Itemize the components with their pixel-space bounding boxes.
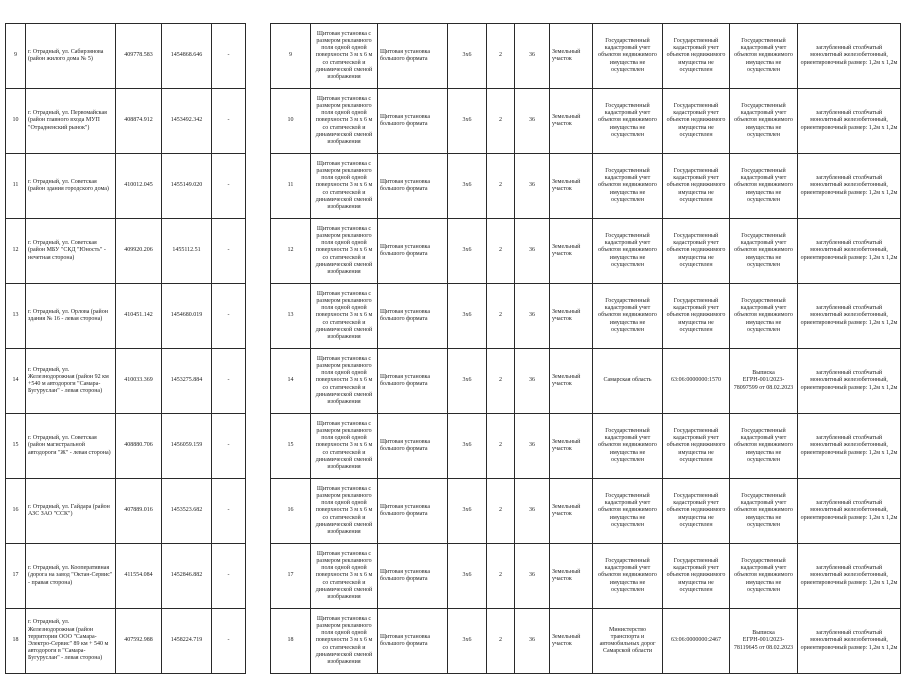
owner-cell: Государственный кадастровый учет объектов недвижимого имущества не осуществлен <box>593 154 663 219</box>
size-cell: 3х6 <box>448 89 487 154</box>
description-cell: Щитовая установка с размером рекламного поля одной одной поверхности 3 м х 6 м со статической и динамической сменой изображения <box>311 544 378 609</box>
row-number: 16 <box>271 479 311 544</box>
table-row <box>271 349 901 414</box>
type-cell: Щитовая установка большого формата <box>378 24 448 89</box>
table-row <box>271 154 901 219</box>
dash-cell: - <box>212 479 246 544</box>
coord-x-cell: 410033.369 <box>116 349 162 414</box>
row-number: 9 <box>6 24 26 89</box>
coord-y-cell: 1454680.019 <box>162 284 212 349</box>
type-cell: Щитовая установка большого формата <box>378 219 448 284</box>
address-cell: г. Отрадный, ул. Железнодорожная (район 92 км +540 м автодороги "Самара-Бугуруслан" - левая сторона) <box>26 349 116 414</box>
owner-cell: Государственный кадастровый учет объектов недвижимого имущества не осуществлен <box>593 414 663 479</box>
owner-cell: Государственный кадастровый учет объектов недвижимого имущества не осуществлен <box>593 479 663 544</box>
table-row <box>6 544 246 609</box>
description-cell: Щитовая установка с размером рекламного поля одной одной поверхности 3 м х 6 м со статической и динамической сменой изображения <box>311 89 378 154</box>
foundation-cell: заглубленный столбчатый монолитный железобетонный, ориентировочный размер: 1,2м х 1,2м <box>798 89 901 154</box>
area-cell: 36 <box>515 544 550 609</box>
row-number: 15 <box>271 414 311 479</box>
sides-cell: 2 <box>487 284 515 349</box>
foundation-cell: заглубленный столбчатый монолитный железобетонный, ориентировочный размер: 1,2м х 1,2м <box>798 609 901 674</box>
sides-cell: 2 <box>487 24 515 89</box>
cadastral-cell: Государственный кадастровый учет объектов недвижимого имущества не осуществлен <box>663 479 730 544</box>
left-table <box>5 23 246 674</box>
coord-y-cell: 1458224.719 <box>162 609 212 674</box>
land-cell: Земельный участок <box>550 284 593 349</box>
area-cell: 36 <box>515 219 550 284</box>
size-cell: 3х6 <box>448 154 487 219</box>
row-number: 10 <box>271 89 311 154</box>
table-row <box>6 479 246 544</box>
size-cell: 3х6 <box>448 479 487 544</box>
dash-cell: - <box>212 284 246 349</box>
address-cell: г. Отрадный, ул. Кооперативная (дорога на завод "Октан-Сервис" - правая сторона) <box>26 544 116 609</box>
dash-cell: - <box>212 154 246 219</box>
type-cell: Щитовая установка большого формата <box>378 154 448 219</box>
type-cell: Щитовая установка большого формата <box>378 609 448 674</box>
land-cell: Земельный участок <box>550 219 593 284</box>
land-cell: Земельный участок <box>550 89 593 154</box>
size-cell: 3х6 <box>448 24 487 89</box>
left-table-body <box>6 24 246 674</box>
row-number: 11 <box>6 154 26 219</box>
table-row <box>271 89 901 154</box>
owner-cell: Государственный кадастровый учет объектов недвижимого имущества не осуществлен <box>593 219 663 284</box>
right-table-body <box>271 24 901 674</box>
coord-x-cell: 407889.016 <box>116 479 162 544</box>
land-cell: Земельный участок <box>550 544 593 609</box>
row-number: 16 <box>6 479 26 544</box>
area-cell: 36 <box>515 24 550 89</box>
address-cell: г. Отрадный, ул. Железнодорожная (район территории ООО "Самара-Электро-Сервис" 89 км + 540 м автодороги в "Самара-Бугуруслан" - левая сторона) <box>26 609 116 674</box>
rights-cell: Государственный кадастровый учет объектов недвижимого имущества не осуществлен <box>730 544 798 609</box>
dash-cell: - <box>212 349 246 414</box>
coord-x-cell: 408880.706 <box>116 414 162 479</box>
coord-y-cell: 1455149.020 <box>162 154 212 219</box>
cadastral-cell: Государственный кадастровый учет объектов недвижимого имущества не осуществлен <box>663 544 730 609</box>
area-cell: 36 <box>515 154 550 219</box>
table-row <box>6 219 246 284</box>
coord-x-cell: 410451.142 <box>116 284 162 349</box>
table-row <box>271 24 901 89</box>
coord-y-cell: 1453275.884 <box>162 349 212 414</box>
rights-cell: Государственный кадастровый учет объектов недвижимого имущества не осуществлен <box>730 219 798 284</box>
rights-cell: Выписка ЕГРН-001/2023-78119645 от 08.02.2023 <box>730 609 798 674</box>
cadastral-cell: 63:06:0000000:2467 <box>663 609 730 674</box>
rights-cell: Государственный кадастровый учет объектов недвижимого имущества не осуществлен <box>730 154 798 219</box>
table-row <box>6 154 246 219</box>
address-cell: г. Отрадный, ул. Первомайская (район главного входа МУП "Отрадненский рынок") <box>26 89 116 154</box>
table-row <box>271 414 901 479</box>
row-number: 14 <box>6 349 26 414</box>
land-cell: Земельный участок <box>550 24 593 89</box>
rights-cell: Государственный кадастровый учет объектов недвижимого имущества не осуществлен <box>730 89 798 154</box>
area-cell: 36 <box>515 609 550 674</box>
sides-cell: 2 <box>487 479 515 544</box>
row-number: 12 <box>271 219 311 284</box>
description-cell: Щитовая установка с размером рекламного поля одной одной поверхности 3 м х 6 м со статической и динамической сменой изображения <box>311 154 378 219</box>
description-cell: Щитовая установка с размером рекламного поля одной одной поверхности 3 м х 6 м со статической и динамической сменой изображения <box>311 414 378 479</box>
land-cell: Земельный участок <box>550 349 593 414</box>
cadastral-cell: Государственный кадастровый учет объектов недвижимого имущества не осуществлен <box>663 24 730 89</box>
row-number: 15 <box>6 414 26 479</box>
table-row <box>271 479 901 544</box>
table-row <box>6 609 246 674</box>
cadastral-cell: Государственный кадастровый учет объектов недвижимого имущества не осуществлен <box>663 284 730 349</box>
size-cell: 3х6 <box>448 349 487 414</box>
coord-x-cell: 409920.206 <box>116 219 162 284</box>
size-cell: 3х6 <box>448 284 487 349</box>
rights-cell: Выписка ЕГРН-001/2023-78097599 от 08.02.2023 <box>730 349 798 414</box>
owner-cell: Государственный кадастровый учет объектов недвижимого имущества не осуществлен <box>593 284 663 349</box>
description-cell: Щитовая установка с размером рекламного поля одной одной поверхности 3 м х 6 м со статической и динамической сменой изображения <box>311 284 378 349</box>
type-cell: Щитовая установка большого формата <box>378 89 448 154</box>
rights-cell: Государственный кадастровый учет объектов недвижимого имущества не осуществлен <box>730 479 798 544</box>
coord-x-cell: 411554.084 <box>116 544 162 609</box>
sides-cell: 2 <box>487 414 515 479</box>
area-cell: 36 <box>515 349 550 414</box>
sides-cell: 2 <box>487 349 515 414</box>
type-cell: Щитовая установка большого формата <box>378 544 448 609</box>
row-number: 9 <box>271 24 311 89</box>
row-number: 18 <box>6 609 26 674</box>
table-row <box>271 609 901 674</box>
row-number: 14 <box>271 349 311 414</box>
sides-cell: 2 <box>487 154 515 219</box>
foundation-cell: заглубленный столбчатый монолитный железобетонный, ориентировочный размер: 1,2м х 1,2м <box>798 24 901 89</box>
size-cell: 3х6 <box>448 609 487 674</box>
address-cell: г. Отрадный, ул. Советская (район МБУ "СКД "Юность" - нечетная сторона) <box>26 219 116 284</box>
dash-cell: - <box>212 609 246 674</box>
dash-cell: - <box>212 219 246 284</box>
row-number: 18 <box>271 609 311 674</box>
type-cell: Щитовая установка большого формата <box>378 284 448 349</box>
size-cell: 3х6 <box>448 414 487 479</box>
coord-x-cell: 407592.988 <box>116 609 162 674</box>
description-cell: Щитовая установка с размером рекламного поля одной одной поверхности 3 м х 6 м со статической и динамической сменой изображения <box>311 349 378 414</box>
row-number: 12 <box>6 219 26 284</box>
rights-cell: Государственный кадастровый учет объектов недвижимого имущества не осуществлен <box>730 24 798 89</box>
land-cell: Земельный участок <box>550 609 593 674</box>
land-cell: Земельный участок <box>550 479 593 544</box>
cadastral-cell: Государственный кадастровый учет объектов недвижимого имущества не осуществлен <box>663 219 730 284</box>
foundation-cell: заглубленный столбчатый монолитный железобетонный, ориентировочный размер: 1,2м х 1,2м <box>798 284 901 349</box>
area-cell: 36 <box>515 479 550 544</box>
rights-cell: Государственный кадастровый учет объектов недвижимого имущества не осуществлен <box>730 414 798 479</box>
area-cell: 36 <box>515 89 550 154</box>
area-cell: 36 <box>515 284 550 349</box>
land-cell: Земельный участок <box>550 414 593 479</box>
table-row <box>6 284 246 349</box>
coord-y-cell: 1452846.882 <box>162 544 212 609</box>
address-cell: г. Отрадный, ул. Советская (район магистральной автодороги "Ж" - левая сторона) <box>26 414 116 479</box>
description-cell: Щитовая установка с размером рекламного поля одной одной поверхности 3 м х 6 м со статической и динамической сменой изображения <box>311 219 378 284</box>
address-cell: г. Отрадный, ул. Орлова (район здания № 16 - левая сторона) <box>26 284 116 349</box>
cadastral-cell: Государственный кадастровый учет объектов недвижимого имущества не осуществлен <box>663 89 730 154</box>
cadastral-cell: 63:06:0000000:1570 <box>663 349 730 414</box>
table-row <box>6 89 246 154</box>
coord-y-cell: 1453492.342 <box>162 89 212 154</box>
table-row <box>271 284 901 349</box>
table-row <box>6 349 246 414</box>
foundation-cell: заглубленный столбчатый монолитный железобетонный, ориентировочный размер: 1,2м х 1,2м <box>798 154 901 219</box>
dash-cell: - <box>212 414 246 479</box>
coord-y-cell: 1455112.51 <box>162 219 212 284</box>
cadastral-cell: Государственный кадастровый учет объектов недвижимого имущества не осуществлен <box>663 154 730 219</box>
coord-x-cell: 408874.912 <box>116 89 162 154</box>
owner-cell: Государственный кадастровый учет объектов недвижимого имущества не осуществлен <box>593 24 663 89</box>
address-cell: г. Отрадный, ул. Сабирзянова (район жилого дома № 5) <box>26 24 116 89</box>
foundation-cell: заглубленный столбчатый монолитный железобетонный, ориентировочный размер: 1,2м х 1,2м <box>798 414 901 479</box>
row-number: 13 <box>271 284 311 349</box>
size-cell: 3х6 <box>448 219 487 284</box>
type-cell: Щитовая установка большого формата <box>378 479 448 544</box>
row-number: 10 <box>6 89 26 154</box>
sides-cell: 2 <box>487 219 515 284</box>
owner-cell: Государственный кадастровый учет объектов недвижимого имущества не осуществлен <box>593 544 663 609</box>
dash-cell: - <box>212 89 246 154</box>
type-cell: Щитовая установка большого формата <box>378 349 448 414</box>
dash-cell: - <box>212 544 246 609</box>
coord-x-cell: 409778.583 <box>116 24 162 89</box>
size-cell: 3х6 <box>448 544 487 609</box>
owner-cell: Министерство транспорта и автомобильных дорог Самарской области <box>593 609 663 674</box>
coord-y-cell: 1456059.159 <box>162 414 212 479</box>
sides-cell: 2 <box>487 89 515 154</box>
row-number: 17 <box>6 544 26 609</box>
owner-cell: Государственный кадастровый учет объектов недвижимого имущества не осуществлен <box>593 89 663 154</box>
table-row <box>271 219 901 284</box>
row-number: 17 <box>271 544 311 609</box>
foundation-cell: заглубленный столбчатый монолитный железобетонный, ориентировочный размер: 1,2м х 1,2м <box>798 544 901 609</box>
sides-cell: 2 <box>487 544 515 609</box>
table-row <box>6 24 246 89</box>
description-cell: Щитовая установка с размером рекламного поля одной одной поверхности 3 м х 6 м со статической и динамической сменой изображения <box>311 24 378 89</box>
cadastral-cell: Государственный кадастровый учет объектов недвижимого имущества не осуществлен <box>663 414 730 479</box>
description-cell: Щитовая установка с размером рекламного поля одной одной поверхности 3 м х 6 м со статической и динамической сменой изображения <box>311 609 378 674</box>
right-table <box>270 23 901 674</box>
foundation-cell: заглубленный столбчатый монолитный железобетонный, ориентировочный размер: 1,2м х 1,2м <box>798 219 901 284</box>
row-number: 13 <box>6 284 26 349</box>
owner-cell: Самарская область <box>593 349 663 414</box>
dash-cell: - <box>212 24 246 89</box>
coord-x-cell: 410012.045 <box>116 154 162 219</box>
type-cell: Щитовая установка большого формата <box>378 414 448 479</box>
land-cell: Земельный участок <box>550 154 593 219</box>
address-cell: г. Отрадный, ул. Советская (район здания городского дома) <box>26 154 116 219</box>
row-number: 11 <box>271 154 311 219</box>
address-cell: г. Отрадный, ул. Гайдара (район АЗС ЗАО "ССК") <box>26 479 116 544</box>
area-cell: 36 <box>515 414 550 479</box>
foundation-cell: заглубленный столбчатый монолитный железобетонный, ориентировочный размер: 1,2м х 1,2м <box>798 349 901 414</box>
table-row <box>6 414 246 479</box>
coord-y-cell: 1453523.682 <box>162 479 212 544</box>
coord-y-cell: 1454868.646 <box>162 24 212 89</box>
rights-cell: Государственный кадастровый учет объектов недвижимого имущества не осуществлен <box>730 284 798 349</box>
sides-cell: 2 <box>487 609 515 674</box>
foundation-cell: заглубленный столбчатый монолитный железобетонный, ориентировочный размер: 1,2м х 1,2м <box>798 479 901 544</box>
table-row <box>271 544 901 609</box>
description-cell: Щитовая установка с размером рекламного поля одной одной поверхности 3 м х 6 м со статической и динамической сменой изображения <box>311 479 378 544</box>
